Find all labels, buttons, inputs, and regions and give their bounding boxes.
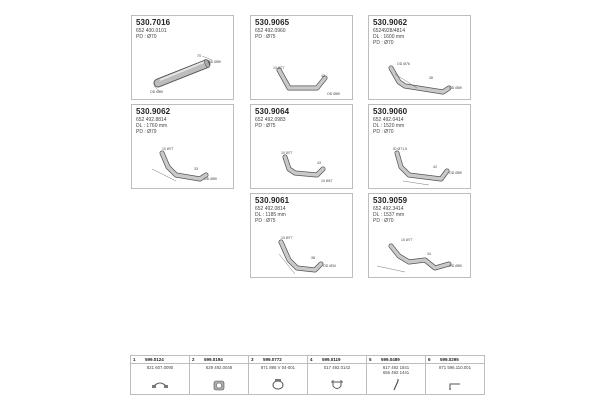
- part-line: PD : Ø70: [373, 129, 394, 135]
- item-index: 6: [428, 357, 431, 362]
- part-card-530-9064[interactable]: [250, 104, 353, 189]
- part-ref: 871 596.110.001: [439, 365, 471, 370]
- dimension-label: OD Ø34: [323, 264, 336, 268]
- dimension-label: OD Ø89: [204, 177, 217, 181]
- part-line: 652 492.0814: [255, 206, 286, 212]
- part-line: 652 492.0414: [373, 117, 404, 123]
- part-line: DL : 1185 mm: [255, 212, 286, 218]
- part-line: DL : 1760 mm: [136, 123, 168, 129]
- part-line: PD : Ø75: [255, 34, 276, 40]
- part-card-530-9059[interactable]: [368, 193, 471, 278]
- part-number: 599.0295: [440, 357, 459, 362]
- part-number: 530.9062: [136, 107, 171, 116]
- dimension-label: 10 Ø77: [281, 236, 293, 240]
- accessory-parts-strip: [130, 355, 485, 395]
- dimension-label: OD Ø89: [449, 86, 462, 90]
- part-line: 6524928/4814: [373, 28, 405, 34]
- part-line: PD : Ø75: [255, 218, 276, 224]
- part-line: PD : Ø70: [373, 40, 394, 46]
- ring-clamp-icon: [249, 356, 308, 394]
- part-number: 599.0772: [263, 357, 282, 362]
- accessory-cell[interactable]: [131, 356, 190, 394]
- part-line: 652 492.0960: [255, 28, 286, 34]
- dimension-label: 10 Ø47: [321, 179, 333, 183]
- part-card-530-7016[interactable]: [131, 15, 234, 100]
- accessory-cell[interactable]: [190, 356, 249, 394]
- dimension-label: OD Ø89: [327, 92, 340, 96]
- part-line: PD : Ø70: [136, 34, 157, 40]
- part-number: 599.0194: [204, 357, 223, 362]
- hanger-icon: [367, 356, 426, 394]
- dimension-label: 10 Ø77: [162, 147, 174, 151]
- part-line: 652 492.3414: [373, 206, 404, 212]
- part-card-530-9061[interactable]: [250, 193, 353, 278]
- part-line: 652 492.8814: [136, 117, 167, 123]
- dimension-label: OD Ø89: [150, 90, 163, 94]
- part-line: DL : 1520 mm: [373, 123, 405, 129]
- part-number: 599.0489: [381, 357, 400, 362]
- dimension-label: 38: [429, 76, 433, 80]
- dimension-label: 42: [433, 165, 437, 169]
- part-card-530-9065[interactable]: [250, 15, 353, 100]
- dimension-label: ID Ø71.5: [393, 147, 408, 151]
- item-index: 3: [251, 357, 254, 362]
- part-line: 652 492.0983: [255, 117, 286, 123]
- dimension-label: 10 Ø77: [273, 66, 285, 70]
- part-number: 530.7016: [136, 18, 171, 27]
- part-card-530-9060[interactable]: [368, 104, 471, 189]
- dimension-label: 10 Ø77: [281, 151, 293, 155]
- item-index: 1: [133, 357, 136, 362]
- part-number: 599.0119: [322, 357, 341, 362]
- item-index: 4: [310, 357, 313, 362]
- accessory-cell[interactable]: [426, 356, 484, 394]
- dimension-label: 10 Ø77: [401, 238, 413, 242]
- part-line: PD : Ø79: [136, 129, 157, 135]
- part-number: 530.9060: [373, 107, 408, 116]
- dimension-label: 38: [311, 256, 315, 260]
- dimension-label: OD Ø89: [449, 171, 462, 175]
- item-index: 5: [369, 357, 372, 362]
- part-ref: 629 492.0048: [205, 365, 233, 370]
- part-line: DL : 1537 mm: [373, 212, 405, 218]
- part-card-530-9062-b[interactable]: [131, 104, 234, 189]
- dimension-label: 43: [317, 161, 321, 165]
- part-number: 530.9059: [373, 196, 408, 205]
- part-line: 652 400.0101: [136, 28, 167, 34]
- dimension-label: 34: [427, 252, 431, 256]
- clamp-icon: [131, 356, 190, 394]
- part-line: DL : 1600 mm: [373, 34, 405, 40]
- dimension-label: OD Ø89: [208, 60, 221, 64]
- part-ref: 617 492 1841 656 492 1441: [382, 365, 410, 375]
- accessory-cell[interactable]: [367, 356, 426, 394]
- dimension-label: 33: [194, 167, 198, 171]
- part-number: 530.9065: [255, 18, 290, 27]
- part-number: 599.0124: [145, 357, 164, 362]
- dimension-label: 43: [321, 74, 325, 78]
- part-ref: 017 492.0142: [323, 365, 351, 370]
- part-card-530-9062-a[interactable]: [368, 15, 471, 100]
- dimension-label: 70: [197, 54, 201, 58]
- part-number: 530.9061: [255, 196, 290, 205]
- gasket-icon: [190, 356, 249, 394]
- bracket-icon: [426, 356, 484, 394]
- part-ref: 871 895 V 04-001: [260, 365, 296, 370]
- item-index: 2: [192, 357, 195, 362]
- part-line: PD : Ø75: [255, 123, 276, 129]
- part-line: PD : Ø70: [373, 218, 394, 224]
- accessory-cell[interactable]: [249, 356, 308, 394]
- dimension-label: OD Ø76: [397, 62, 410, 66]
- accessory-cell[interactable]: [308, 356, 367, 394]
- part-number: 530.9062: [373, 18, 408, 27]
- part-number: 530.9064: [255, 107, 290, 116]
- u-clamp-icon: [308, 356, 367, 394]
- part-ref: 821 607.0090: [146, 365, 174, 370]
- dimension-label: OD Ø89: [449, 264, 462, 268]
